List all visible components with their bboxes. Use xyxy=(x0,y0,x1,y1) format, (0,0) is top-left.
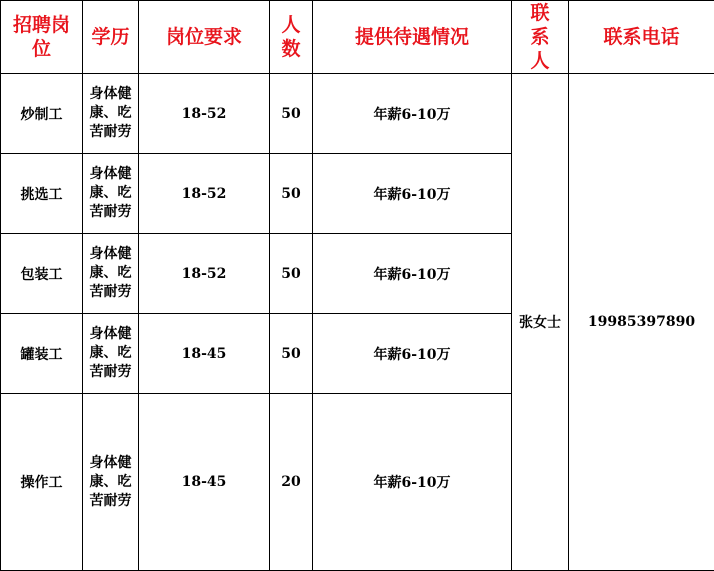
education-cell: 身体健康、吃苦耐劳 xyxy=(83,74,139,154)
contact-name-cell: 张女士 xyxy=(512,74,569,571)
age-requirement-cell: 18-52 xyxy=(139,154,270,234)
table-row xyxy=(1,74,714,154)
header-phone: 联系电话 xyxy=(569,1,714,74)
education-cell: 身体健康、吃苦耐劳 xyxy=(83,314,139,394)
age-requirement-cell: 18-45 xyxy=(139,394,270,571)
education-cell: 身体健康、吃苦耐劳 xyxy=(83,394,139,571)
age-requirement-cell: 18-52 xyxy=(139,74,270,154)
benefits-cell: 年薪6-10万 xyxy=(313,314,512,394)
count-cell: 20 xyxy=(270,394,313,571)
contact-phone-cell: 19985397890 xyxy=(569,74,714,571)
education-cell: 身体健康、吃苦耐劳 xyxy=(83,234,139,314)
header-benefits: 提供待遇情况 xyxy=(313,1,512,74)
education-cell: 身体健康、吃苦耐劳 xyxy=(83,154,139,234)
header-age-requirement: 岗位要求 xyxy=(139,1,270,74)
count-cell: 50 xyxy=(270,234,313,314)
count-cell: 50 xyxy=(270,314,313,394)
header-count: 人数 xyxy=(270,1,313,74)
count-cell: 50 xyxy=(270,154,313,234)
header-education: 学历 xyxy=(83,1,139,74)
position-cell: 包装工 xyxy=(1,234,83,314)
benefits-cell: 年薪6-10万 xyxy=(313,234,512,314)
position-cell: 操作工 xyxy=(1,394,83,571)
benefits-cell: 年薪6-10万 xyxy=(313,74,512,154)
age-requirement-cell: 18-45 xyxy=(139,314,270,394)
benefits-cell: 年薪6-10万 xyxy=(313,394,512,571)
header-position: 招聘岗位 xyxy=(1,1,83,74)
position-cell: 炒制工 xyxy=(1,74,83,154)
benefits-cell: 年薪6-10万 xyxy=(313,154,512,234)
header-row xyxy=(1,1,714,74)
position-cell: 罐装工 xyxy=(1,314,83,394)
position-cell: 挑选工 xyxy=(1,154,83,234)
header-contact: 联系人 xyxy=(512,1,569,74)
count-cell: 50 xyxy=(270,74,313,154)
age-requirement-cell: 18-52 xyxy=(139,234,270,314)
